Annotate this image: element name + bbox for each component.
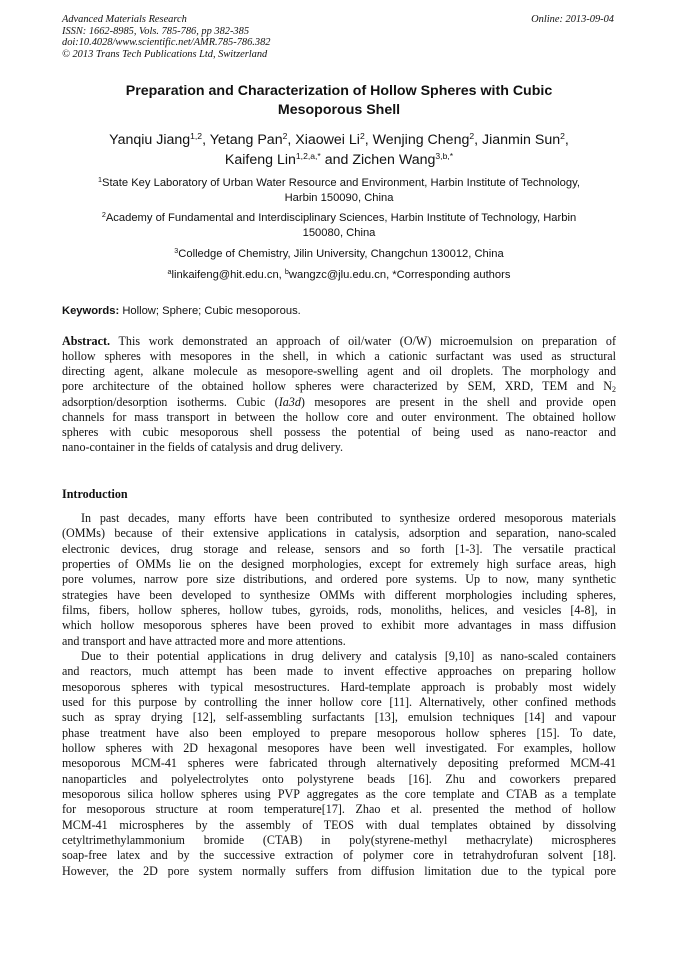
body-line: and reactors, much attempt has been made to invent effective approaches on preparing hollow (62, 664, 616, 678)
body-line: phase treatment have also been employed to prepare mesoporous hollow spheres [15]. To date, (62, 726, 616, 740)
author-name: Kaifeng Lin (224, 152, 296, 168)
author-name: Zichen Wang (352, 152, 436, 168)
email-line (62, 268, 616, 283)
journal-name: Advanced Materials Research (62, 14, 187, 25)
author-name: Yetang Pan (209, 132, 283, 148)
affiliation-sup: 1 (97, 175, 102, 184)
affiliation-sup: 3 (174, 246, 179, 255)
affiliation-text: Colledge of Chemistry, Jilin University, Changchun 130012, China (178, 248, 504, 260)
copyright-line: © 2013 Trans Tech Publications Ltd, Switzerland (62, 48, 268, 60)
body-line: films, fibers, hollow spheres, hollow tubes, gyroids, rods, monoliths, helices, and vesicles [4-8], in (62, 603, 616, 617)
body-line: In past decades, many efforts have been contributed to synthesize ordered mesoporous materials (81, 511, 616, 525)
body-line: used for this purpose by controlling the inner hollow core [11]. Alternatively, other confined methods (62, 695, 616, 709)
author-name: Jianmin Sun (482, 132, 561, 148)
abstract-line: spheres with cubic mesoporous shell possess the potential of being used as nano-reactor and (62, 425, 616, 439)
abstract-label: Abstract. (62, 334, 111, 348)
body-line: properties of OMMs lie on the designed morphologies, except for extremely high surface areas, high (62, 557, 616, 571)
author-affil-sup: 2 (359, 131, 365, 141)
journal-header (62, 14, 614, 60)
author-affil-sup: 1,2 (190, 131, 203, 141)
abstract-line (62, 395, 616, 410)
body-line: hollow spheres with 2D hexagonal mesopores have been well investigated. For examples, hollow (62, 741, 616, 755)
body-line: mesoporous silica hollow spheres using PVP aggregates as the core template and CTAB as a template (62, 787, 616, 801)
abstract-text: This work demonstrated an approach of oil/water (O/W) microemulsion on preparation of (118, 334, 616, 348)
body-line: nanoparticles and polyelectrolytes onto polystyrene beads [16]. Zhu and coworkers prepared (62, 772, 616, 786)
affiliation-line: Harbin 150090, China (284, 192, 394, 205)
body-line: Due to their potential applications in drug delivery and catalysis [9,10] as nano-scaled containers (81, 649, 616, 663)
author-conjunction: and (324, 152, 349, 168)
abstract-line (62, 334, 616, 349)
body-line: (OMMs) because of their extensive applications in catalysis, adsorption and separation, nano-scaled (62, 526, 616, 540)
email-text (62, 268, 616, 283)
body-line: strategies have been developed to synthesize OMMs with different morphologies including spheres, (62, 588, 616, 602)
affiliation-line: 150080, China (302, 227, 376, 240)
abstract-line: channels for mass transport in between the hollow core and outer environment. The obtained hollow (62, 410, 616, 424)
author-line-1: Yanqiu Jiang$^{1,2}$, Yetang Pan$^2$, Xiaowei Li$^2$, Wenjing Cheng$^2$, Jianmin Sun$^2$, (109, 131, 569, 148)
title-line-1: Preparation and Characterization of Hollow Spheres with Cubic (125, 83, 553, 99)
affiliation-2 (62, 211, 616, 242)
email-sup: a (167, 267, 172, 276)
affiliation-line (62, 176, 616, 191)
section-heading: Introduction (62, 487, 128, 501)
body-line: such as spray drying [12], self-assembling surfactants [13], emulsion techniques [14] and vapour (62, 710, 616, 724)
email-a: linkaifeng@hit.edu.cn, (171, 269, 282, 281)
abstract-text: pore architecture of the obtained hollow spheres were characterized by SEM, XRD, TEM and N (62, 379, 612, 393)
author-name: Yanqiu Jiang (109, 132, 191, 148)
body-line: MCM-41 microspheres by the assembly of TEOS with dual templates obtained by dissolving (62, 818, 616, 832)
subscript: 2 (612, 385, 616, 394)
body-line: However, the 2D pore system normally suffers from diffusion limitation due to the typical pore (62, 864, 616, 878)
author-name: Xiaowei Li (295, 132, 360, 148)
keywords (62, 305, 616, 317)
keywords-label: Keywords: (62, 305, 120, 317)
author-name: Wenjing Cheng (372, 132, 470, 148)
keywords-text: Hollow; Sphere; Cubic mesoporous. (122, 305, 301, 317)
body-line: mesoporous MCM-41 spheres were fabricated through alternatively depositing preformed MCM-41 (62, 756, 616, 770)
affiliation-text: Academy of Fundamental and Interdisciplinary Sciences, Harbin Institute of Technology, Harbin (105, 212, 577, 224)
body-line: electronic devices, drug storage and release, sensors and so forth [1-3]. The versatile practical (62, 542, 616, 556)
author-affil-sup: 3,b,* (435, 151, 454, 161)
title-line-2: Mesoporous Shell (277, 102, 401, 118)
email-b: wangzc@jlu.edu.cn, *Corresponding authors (288, 269, 511, 281)
body-line: for mesoporous structure at room temperature[17]. Zhao et al. presented the method of hollow (62, 802, 616, 816)
space-group: Ia3d (278, 395, 301, 409)
author-line-2 (62, 150, 616, 170)
author-list (62, 130, 616, 170)
affiliation-line (62, 211, 616, 226)
author-affil-sup: 2 (282, 131, 288, 141)
email-sup: b (284, 267, 289, 276)
body-line: cetyltrimethylammonium bromide (CTAB) in poly(styrene-methyl methacrylate) microspheres (62, 833, 616, 847)
author-affil-sup: 2 (469, 131, 475, 141)
abstract-line: hollow spheres with mesopores in the shell, in which a cationic surfactant was used as structural (62, 349, 616, 363)
author-affil-sup: 2 (560, 131, 565, 141)
online-date: Online: 2013-09-04 (531, 14, 614, 25)
body-line: pore volumes, narrow pore size distributions, and ordered pore systems. Up to now, many synthetic (62, 572, 616, 586)
issn-line: ISSN: 1662-8985, Vols. 785-786, pp 382-385 (62, 25, 250, 37)
affiliation-text: State Key Laboratory of Urban Water Resource and Environment, Harbin Institute of Technology, (101, 177, 580, 189)
abstract-line: nano-container in the fields of catalysis and drug delivery. (62, 440, 343, 454)
affiliation-sup: 2 (101, 210, 106, 219)
affiliation-line (62, 247, 616, 262)
doi-line: doi:10.4028/www.scientific.net/AMR.785-786.382 (62, 37, 271, 49)
affiliation-1 (62, 176, 616, 207)
affiliation-3 (62, 247, 616, 262)
body-line: and transport and have attracted more and more attentions. (62, 634, 346, 648)
abstract-text: adsorption/desorption isotherms. Cubic ( (62, 395, 279, 409)
body-line: soap-free latex and by the successive extraction of polymer core in tetrahydrofuran solvent [18]. (62, 848, 616, 862)
author-affil-sup: 1,2,a,* (295, 151, 321, 161)
abstract-line: directing agent, alkane molecule as mesopore-swelling agent and oil droplets. The morphology and (62, 364, 616, 378)
paper-title (62, 82, 616, 120)
body-line: mesoporous spheres with typical mesostructures. Hard-template approach is probably most widely (62, 680, 616, 694)
abstract-text: ) mesopores are present in the shell and provide open (300, 395, 616, 409)
body-line: which hollow mesoporous spheres have been proved to exhibit more advantages in mass diffusion (62, 618, 616, 632)
